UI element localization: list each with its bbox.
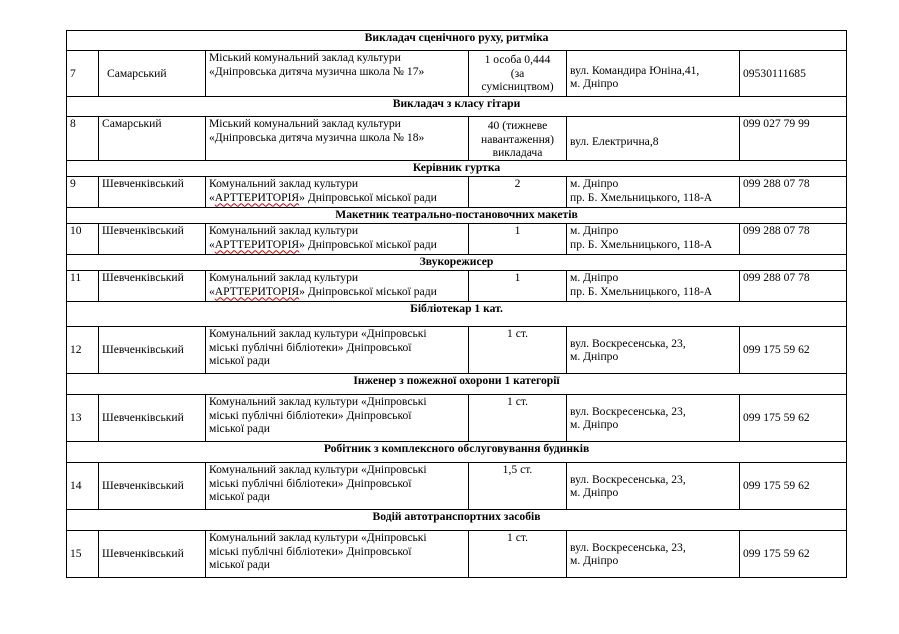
count-line: 1,5 ст. (502, 463, 533, 476)
row-number: 9 (67, 177, 99, 208)
section-title: Макетник театрально-постановочних макетів (67, 208, 847, 224)
section-title: Бібліотекар 1 кат. (67, 302, 847, 327)
row-number: 10 (67, 224, 99, 255)
vacancy-row (67, 51, 847, 97)
organization-line: міські публічні бібліотеки» Дніпровської (209, 476, 412, 490)
organization-brand: АРТТЕРИТОРІЯ (214, 190, 300, 204)
address-line: вул. Командира Юніна,41, (570, 63, 700, 77)
district-name: Шевченківський (99, 395, 206, 442)
organization-line: Комунальний заклад культури (209, 224, 359, 237)
organization-name (206, 117, 469, 161)
row-number: 12 (67, 327, 99, 374)
row-number: 13 (67, 395, 99, 442)
organization-brand: АРТТЕРИТОРІЯ (214, 284, 300, 298)
section-title: Робітник з комплексного обслуговування будинків (67, 442, 847, 463)
row-number: 7 (67, 51, 99, 97)
district-name: Шевченківський (99, 177, 206, 208)
count-line: 2 (514, 177, 521, 190)
row-number: 11 (67, 271, 99, 302)
section-header-row (67, 302, 847, 327)
vacancy-row (67, 395, 847, 442)
address-line: вул. Воскресенська, 23, (570, 404, 686, 418)
count-line: 1 ст. (507, 395, 528, 408)
district-name: Самарський (99, 51, 206, 97)
vacancy-row (67, 177, 847, 208)
position-count (469, 51, 567, 97)
organization-name (206, 177, 469, 208)
position-count (469, 463, 567, 510)
section-header-row (67, 374, 847, 395)
organization-name (206, 531, 469, 578)
position-count (469, 177, 567, 208)
address-line: м. Дніпро (570, 418, 619, 431)
address-line: вул. Воскресенська, 23, (570, 336, 686, 350)
address (567, 271, 740, 302)
section-header-row (67, 97, 847, 117)
district-name: Самарський (99, 117, 206, 161)
phone-number: 099 288 07 78 (740, 224, 847, 255)
address-line: вул. Воскресенська, 23, (570, 472, 686, 486)
address-line (570, 121, 736, 135)
organization-line: Міський комунальний заклад культури (209, 117, 401, 130)
organization-name (206, 327, 469, 374)
organization-line: Комунальний заклад культури «Дніпровські (209, 327, 427, 340)
organization-line: міської ради (209, 354, 270, 367)
address (567, 395, 740, 442)
organization-name (206, 51, 469, 97)
section-header-row (67, 510, 847, 531)
organization-line: міської ради (209, 558, 270, 571)
address-line: вул. Електрична,8 (570, 134, 659, 148)
vacancy-row (67, 117, 847, 161)
position-count (469, 327, 567, 374)
count-line: 1 (514, 271, 521, 284)
organization-line: «АРТТЕРИТОРІЯ» Дніпровської міської ради (209, 190, 437, 204)
section-title: Керівник гуртка (67, 161, 847, 177)
vacancy-row (67, 327, 847, 374)
address (567, 224, 740, 255)
address-line: пр. Б. Хмельницького, 118-А (570, 190, 713, 204)
count-line: викладача (492, 146, 543, 159)
section-header-row (67, 161, 847, 177)
organization-suffix: Дніпровської міської ради (307, 237, 437, 251)
organization-line: Комунальний заклад культури «Дніпровські (209, 531, 427, 544)
organization-line: міські публічні бібліотеки» Дніпровської (209, 408, 412, 422)
organization-line: Комунальний заклад культури (209, 271, 359, 284)
address (567, 327, 740, 374)
address-line: м. Дніпро (570, 271, 619, 284)
organization-name (206, 271, 469, 302)
section-title: Водій автотранспортних засобів (67, 510, 847, 531)
organization-suffix: Дніпровської міської ради (307, 190, 437, 204)
organization-line: міські публічні бібліотеки» Дніпровської (209, 544, 412, 558)
organization-line: «Дніпровська дитяча музична школа № 17» (209, 64, 425, 78)
organization-line: «Дніпровська дитяча музична школа № 18» (209, 130, 425, 144)
address-line: м. Дніпро (570, 77, 619, 90)
address-line: м. Дніпро (570, 554, 619, 567)
organization-line: міської ради (209, 490, 270, 503)
address (567, 531, 740, 578)
row-number: 15 (67, 531, 99, 578)
row-number: 8 (67, 117, 99, 161)
address-line: пр. Б. Хмельницького, 118-А (570, 237, 713, 251)
section-header-row (67, 208, 847, 224)
vacancies-table (66, 30, 847, 578)
section-header-row (67, 442, 847, 463)
row-number: 14 (67, 463, 99, 510)
count-line: 1 ст. (507, 531, 528, 544)
count-line: 40 (тижневе (487, 119, 548, 132)
vacancy-row (67, 224, 847, 255)
vacancies-table-body (67, 31, 847, 578)
section-title: Звукорежисер (67, 255, 847, 271)
vacancy-row (67, 531, 847, 578)
district-name: Шевченківський (99, 271, 206, 302)
count-line: (за (510, 66, 525, 80)
phone-number: 099 288 07 78 (740, 177, 847, 208)
count-line: навантаження) (481, 132, 554, 146)
count-line: сумісництвом) (481, 80, 554, 93)
section-title: Викладач сценічного руху, ритміка (67, 31, 847, 51)
phone-number: 09530111685 (740, 51, 847, 97)
address-line: м. Дніпро (570, 177, 619, 190)
section-header-row (67, 31, 847, 51)
organization-name (206, 395, 469, 442)
address-line: м. Дніпро (570, 350, 619, 363)
address (567, 51, 740, 97)
position-count (469, 531, 567, 578)
organization-suffix: Дніпровської міської ради (307, 284, 437, 298)
organization-line: Комунальний заклад культури «Дніпровські (209, 463, 427, 476)
phone-number: 099 288 07 78 (740, 271, 847, 302)
position-count (469, 224, 567, 255)
organization-name (206, 463, 469, 510)
organization-brand: АРТТЕРИТОРІЯ (214, 237, 300, 251)
organization-line: «АРТТЕРИТОРІЯ» Дніпровської міської ради (209, 237, 437, 251)
address-line: м. Дніпро (570, 486, 619, 499)
count-line: 1 особа 0,444 (484, 53, 551, 66)
organization-line: міські публічні бібліотеки» Дніпровської (209, 340, 412, 354)
address (567, 117, 740, 161)
district-name: Шевченківський (99, 327, 206, 374)
phone-number: 099 027 79 99 (740, 117, 847, 161)
address-line: вул. Воскресенська, 23, (570, 540, 686, 554)
position-count (469, 395, 567, 442)
organization-line: Комунальний заклад культури «Дніпровські (209, 395, 427, 408)
organization-line: «АРТТЕРИТОРІЯ» Дніпровської міської ради (209, 284, 437, 298)
phone-number: 099 175 59 62 (740, 395, 847, 442)
section-title: Інженер з пожежної охорони 1 категорії (67, 374, 847, 395)
vacancy-row (67, 271, 847, 302)
position-count (469, 271, 567, 302)
address (567, 177, 740, 208)
organization-line: міської ради (209, 422, 270, 435)
vacancy-row (67, 463, 847, 510)
address-line: пр. Б. Хмельницького, 118-А (570, 284, 713, 298)
phone-number: 099 175 59 62 (740, 463, 847, 510)
organization-name (206, 224, 469, 255)
section-header-row (67, 255, 847, 271)
phone-number: 099 175 59 62 (740, 531, 847, 578)
count-line: 1 (514, 224, 521, 237)
phone-number: 099 175 59 62 (740, 327, 847, 374)
organization-line: Комунальний заклад культури (209, 177, 359, 190)
district-name: Шевченківський (99, 224, 206, 255)
count-line: 1 ст. (507, 327, 528, 340)
section-title: Викладач з класу гітари (67, 97, 847, 117)
organization-line: Міський комунальний заклад культури (209, 51, 401, 64)
district-name: Шевченківський (99, 463, 206, 510)
district-name: Шевченківський (99, 531, 206, 578)
position-count (469, 117, 567, 161)
address (567, 463, 740, 510)
address-line: м. Дніпро (570, 224, 619, 237)
